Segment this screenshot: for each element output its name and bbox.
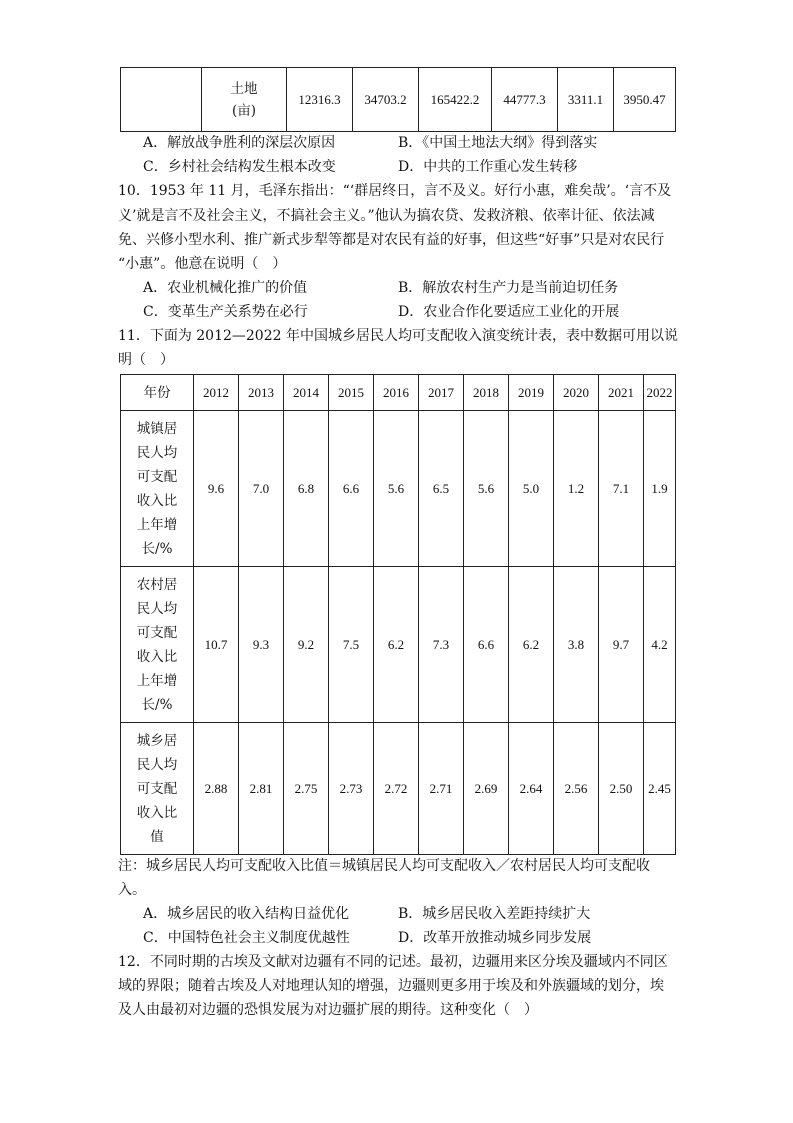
table-cell: 6.2 xyxy=(509,567,554,723)
income-table-row-ratio xyxy=(121,723,676,855)
q10-option-c: C．变革生产关系势在必行 xyxy=(143,304,308,320)
row-label: 城乡居 民人均 可支配 收入比 值 xyxy=(121,723,194,855)
table-cell: 9.7 xyxy=(599,567,644,723)
table-cell: 5.6 xyxy=(374,411,419,567)
table-cell: 5.6 xyxy=(464,411,509,567)
income-table-year: 2012 xyxy=(194,375,239,411)
income-table-year: 2014 xyxy=(284,375,329,411)
table-cell: 3.8 xyxy=(554,567,599,723)
income-table-year: 2013 xyxy=(239,375,284,411)
table-cell: 1.2 xyxy=(554,411,599,567)
land-table-cell: 3950.47 xyxy=(614,68,676,132)
income-table-year: 2017 xyxy=(419,375,464,411)
q11-option-a: A．城乡居民的收入结构日益优化 xyxy=(143,906,350,922)
q9-option-d: D．中共的工作重心发生转移 xyxy=(398,159,578,175)
income-table-year: 2018 xyxy=(464,375,509,411)
q10-line-2: 义’就是言不及社会主义，不搞社会主义。”他认为搞农贷、发救济粮、依率计征、依法减 xyxy=(118,208,655,224)
table-cell: 2.72 xyxy=(374,723,419,855)
land-table-cell: 34703.2 xyxy=(353,68,419,132)
table-cell: 7.0 xyxy=(239,411,284,567)
income-table-year: 2016 xyxy=(374,375,419,411)
q10-option-d: D．农业合作化要适应工业化的开展 xyxy=(398,304,620,320)
q9-option-c: C．乡村社会结构发生根本改变 xyxy=(143,159,336,175)
income-table xyxy=(120,374,676,855)
q11-note-line-2: 入。 xyxy=(118,882,146,898)
table-cell: 2.69 xyxy=(464,723,509,855)
land-table xyxy=(120,67,676,132)
row-label: 农村居 民人均 可支配 收入比 上年增 长/% xyxy=(121,567,194,723)
q12-line-3: 及人由最初对边疆的恐惧发展为对边疆扩展的期待。这种变化（ ） xyxy=(118,1002,538,1018)
table-cell: 2.50 xyxy=(599,723,644,855)
q10-line-3: 免、兴修小型水利、推广新式步犁等都是对农民有益的好事，但这些“好事”只是对农民行 xyxy=(118,232,665,248)
land-table-label: 土地 (亩) xyxy=(202,68,287,132)
table-cell: 9.6 xyxy=(194,411,239,567)
q10-option-b: B．解放农村生产力是当前迫切任务 xyxy=(398,280,619,296)
q9-option-b: B．《中国土地法大纲》得到落实 xyxy=(398,135,598,151)
table-cell: 2.45 xyxy=(644,723,676,855)
q11-option-b: B．城乡居民收入差距持续扩大 xyxy=(398,906,591,922)
table-cell: 6.6 xyxy=(329,411,374,567)
table-cell: 7.3 xyxy=(419,567,464,723)
q10-line-1: 10．1953 年 11 月，毛泽东指出：“‘群居终日，言不及义。好行小惠，难矣哉’。‘言不及 xyxy=(118,183,672,199)
income-table-row-urban xyxy=(121,411,676,567)
land-table-cell: 44777.3 xyxy=(492,68,558,132)
q10-line-4: “小惠”。他意在说明（ ） xyxy=(118,256,287,272)
land-table-empty-cell xyxy=(121,68,202,132)
q11-line-2: 明（ ） xyxy=(118,352,174,368)
income-table-header-label: 年份 xyxy=(121,375,194,411)
table-cell: 7.1 xyxy=(599,411,644,567)
table-cell: 6.6 xyxy=(464,567,509,723)
income-table-year: 2015 xyxy=(329,375,374,411)
q11-note-line-1: 注：城乡居民人均可支配收入比值＝城镇居民人均可支配收入／农村居民人均可支配收 xyxy=(118,858,650,874)
q9-option-a: A．解放战争胜利的深层次原因 xyxy=(143,135,336,151)
table-cell: 7.5 xyxy=(329,567,374,723)
table-cell: 5.0 xyxy=(509,411,554,567)
table-cell: 9.2 xyxy=(284,567,329,723)
table-cell: 4.2 xyxy=(644,567,676,723)
table-cell: 9.3 xyxy=(239,567,284,723)
q10-option-a: A．农业机械化推广的价值 xyxy=(143,280,308,296)
table-cell: 10.7 xyxy=(194,567,239,723)
table-cell: 6.2 xyxy=(374,567,419,723)
income-table-year: 2021 xyxy=(599,375,644,411)
land-table-cell: 3311.1 xyxy=(558,68,614,132)
row-label: 城镇居 民人均 可支配 收入比 上年增 长/% xyxy=(121,411,194,567)
table-cell: 6.8 xyxy=(284,411,329,567)
land-table-cell: 12316.3 xyxy=(287,68,353,132)
income-table-row-rural xyxy=(121,567,676,723)
table-cell: 2.71 xyxy=(419,723,464,855)
q12-line-1: 12．不同时期的古埃及文献对边疆有不同的记述。最初，边疆用来区分埃及疆域内不同区 xyxy=(118,954,668,970)
income-table-year: 2019 xyxy=(509,375,554,411)
income-table-year: 2022 xyxy=(644,375,676,411)
table-cell: 2.56 xyxy=(554,723,599,855)
q11-option-d: D．改革开放推动城乡同步发展 xyxy=(398,930,592,946)
table-cell: 2.81 xyxy=(239,723,284,855)
q12-line-2: 域的界限；随着古埃及人对地理认知的增强，边疆则更多用于埃及和外族疆域的划分，埃 xyxy=(118,978,664,994)
table-cell: 2.73 xyxy=(329,723,374,855)
table-cell: 1.9 xyxy=(644,411,676,567)
land-table-cell: 165422.2 xyxy=(419,68,492,132)
table-cell: 6.5 xyxy=(419,411,464,567)
income-table-year: 2020 xyxy=(554,375,599,411)
q11-option-c: C．中国特色社会主义制度优越性 xyxy=(143,930,350,946)
table-cell: 2.88 xyxy=(194,723,239,855)
table-cell: 2.75 xyxy=(284,723,329,855)
table-cell: 2.64 xyxy=(509,723,554,855)
q11-line-1: 11．下面为 2012—2022 年中国城乡居民人均可支配收入演变统计表，表中数据可用以说 xyxy=(118,328,678,344)
